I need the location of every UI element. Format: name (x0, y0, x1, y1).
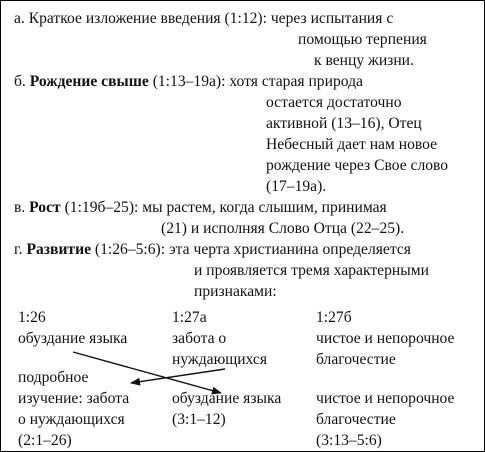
item-a-lead: а. Краткое изложение введения (1:12): через испытания с (14, 10, 394, 27)
top-col3-text: благочестие (316, 351, 396, 368)
bottom-col3-text: чистое и непорочное (316, 390, 455, 407)
bottom-col1-text: подробное (18, 369, 89, 386)
item-v-ref: (1:19б–25): мы растем, когда слышим, принимая (60, 199, 387, 216)
item-b-line: рождение через Свое слово (266, 157, 449, 174)
bottom-col2-text: (3:1–12) (172, 411, 226, 428)
top-col2-text: забота о (172, 330, 227, 347)
top-col3-text: чистое и непорочное (316, 330, 455, 347)
item-a-line: к венцу жизни. (314, 52, 414, 69)
item-g-line: признаками: (194, 283, 277, 300)
item-b-line: остается достаточно (266, 94, 402, 111)
bottom-col3-text: благочестие (316, 411, 396, 428)
item-b-prefix: б. (14, 73, 30, 90)
item-v-line: (21) и исполняя Слово Отца (22–25). (161, 220, 405, 237)
item-a-line: помощью терпения (298, 31, 427, 48)
crossing-arrows (1, 1, 484, 451)
bottom-col2-text: обуздание языка (172, 390, 282, 407)
bottom-col1-text: изучение: забота (18, 390, 130, 407)
top-col1-text: обуздание языка (18, 330, 128, 347)
top-col2-ref: 1:27а (172, 309, 207, 326)
item-b-heading: Рождение свыше (29, 73, 149, 90)
item-b-line: активной (13–16), Отец (266, 115, 422, 132)
bottom-col1-text: о нуждающихся (18, 411, 125, 428)
item-v-prefix: в. (14, 199, 30, 216)
item-g-ref: (1:26–5:6): эта черта христианина определяется (91, 241, 411, 258)
top-col2-text: нуждающихся (172, 351, 268, 368)
item-g-line: и проявляется тремя характерными (194, 262, 429, 279)
item-g-prefix: г. (14, 241, 27, 258)
item-b-ref: (1:13–19а): хотя старая природа (148, 73, 363, 90)
bottom-col1-text: (2:1–26) (18, 432, 72, 449)
item-g-heading: Развитие (26, 241, 91, 258)
item-b-line: (17–19а). (266, 178, 327, 195)
top-col1-ref: 1:26 (18, 309, 46, 326)
item-b-line: Небесный дает нам новое (266, 136, 438, 153)
top-col3-ref: 1:27б (316, 309, 352, 326)
item-v-heading: Рост (29, 199, 61, 216)
bottom-col3-text: (3:13–5:6) (316, 432, 382, 449)
